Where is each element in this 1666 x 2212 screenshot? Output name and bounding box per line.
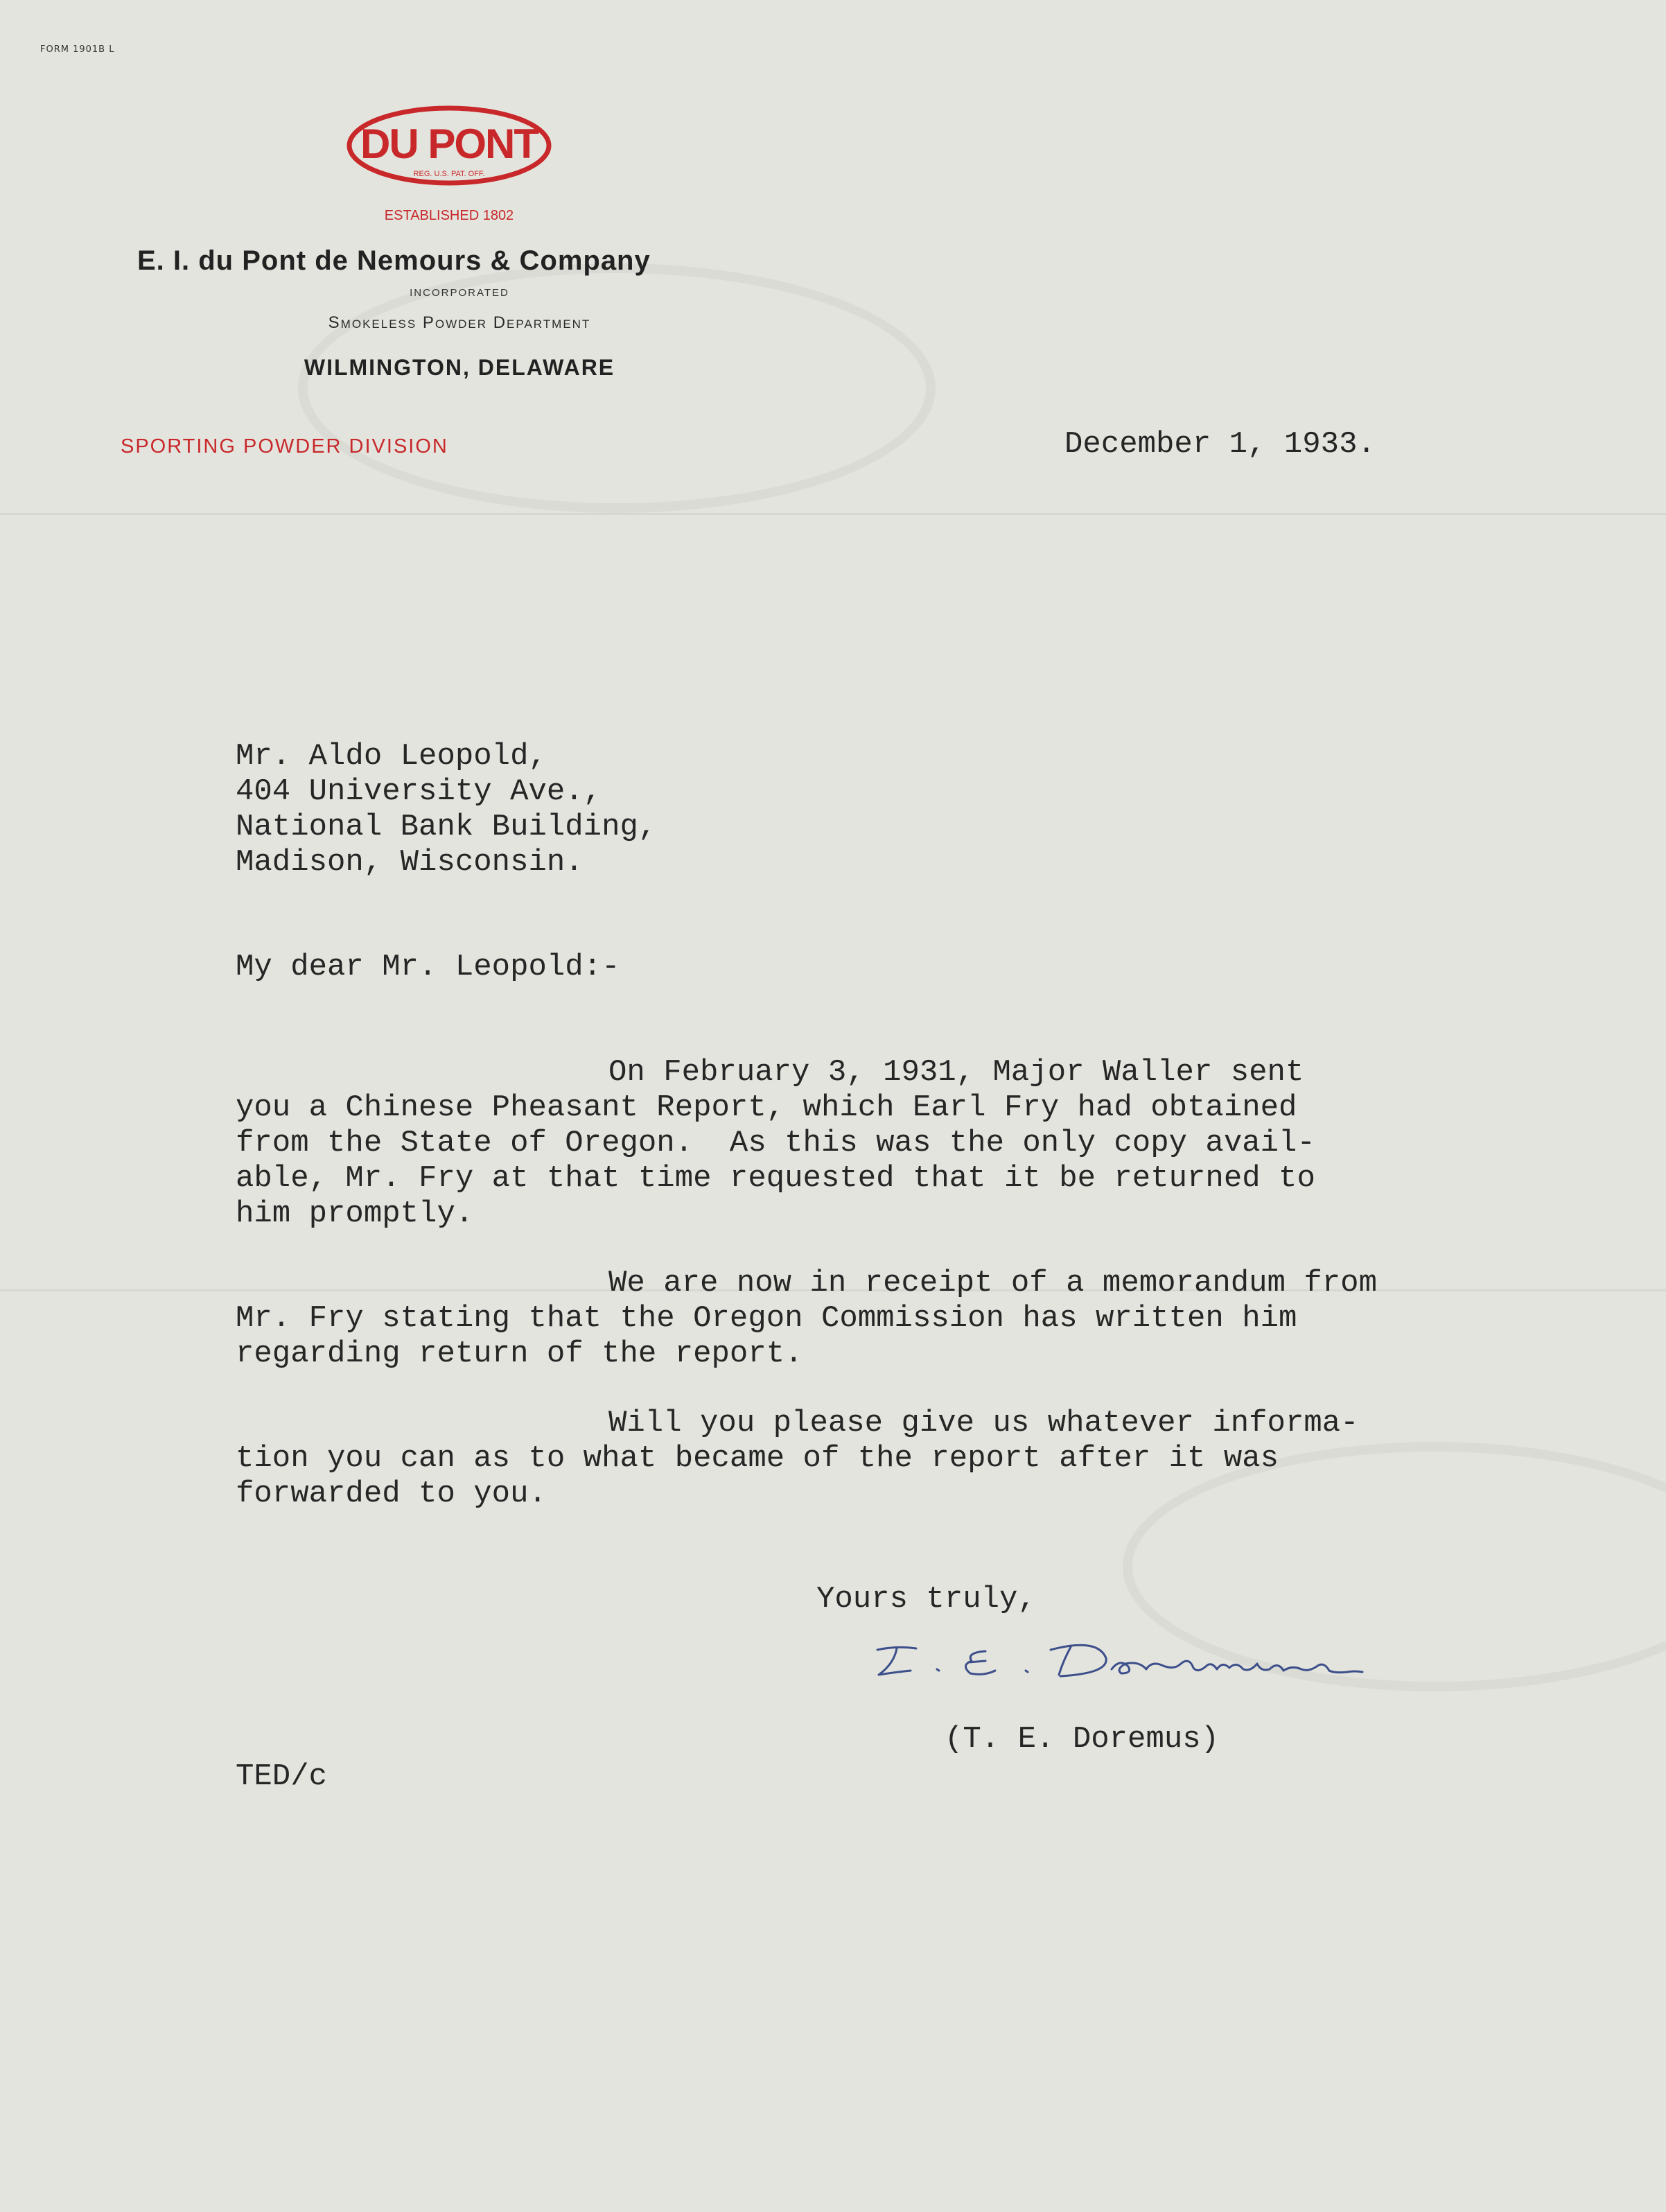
logo-registration: REG. U.S. PAT. OFF. bbox=[413, 170, 485, 178]
handwritten-signature bbox=[869, 1630, 1423, 1693]
body-line: tion you can as to what became of the report after it was bbox=[236, 1441, 1279, 1476]
recipient-address-line: 404 University Ave., bbox=[236, 774, 602, 809]
body-line: We are now in receipt of a memorandum from bbox=[608, 1266, 1377, 1300]
established-year: ESTABLISHED 1802 bbox=[384, 208, 514, 223]
body-line: you a Chinese Pheasant Report, which Earl Fry had obtained bbox=[236, 1090, 1297, 1125]
recipient-address-line: Madison, Wisconsin. bbox=[236, 845, 584, 880]
watermark-logo bbox=[298, 263, 936, 513]
form-number: FORM 1901B L bbox=[40, 44, 115, 55]
body-line: regarding return of the report. bbox=[236, 1336, 803, 1371]
incorporated-label: INCORPORATED bbox=[410, 287, 509, 299]
recipient-address-line: National Bank Building, bbox=[236, 810, 657, 844]
body-line: Mr. Fry stating that the Oregon Commission has written him bbox=[236, 1301, 1297, 1336]
dupont-logo bbox=[345, 104, 553, 191]
salutation: My dear Mr. Leopold:- bbox=[236, 950, 620, 984]
reference-initials: TED/c bbox=[236, 1759, 328, 1794]
paper-fold-line bbox=[0, 513, 1666, 515]
letter-date: December 1, 1933. bbox=[1064, 427, 1376, 462]
company-name-text: E. I. du Pont de Nemours & Company bbox=[137, 245, 651, 276]
recipient-address-line: Mr. Aldo Leopold, bbox=[236, 739, 547, 774]
division-name: SPORTING POWDER DIVISION bbox=[121, 435, 448, 458]
body-line: able, Mr. Fry at that time requested that it be returned to bbox=[236, 1161, 1315, 1196]
body-line: Will you please give us whatever informa- bbox=[608, 1406, 1359, 1440]
body-line: forwarded to you. bbox=[236, 1477, 547, 1511]
department-name: Smokeless Powder Department bbox=[328, 313, 591, 332]
signer-name: (T. E. Doremus) bbox=[945, 1722, 1220, 1757]
body-line: On February 3, 1931, Major Waller sent bbox=[608, 1055, 1304, 1090]
body-line: him promptly. bbox=[236, 1196, 474, 1231]
logo-text: DU PONT bbox=[360, 121, 538, 167]
body-line: from the State of Oregon. As this was the only copy avail- bbox=[236, 1126, 1315, 1160]
company-name bbox=[137, 245, 782, 277]
company-city: WILMINGTON, DELAWARE bbox=[304, 355, 615, 380]
closing: Yours truly, bbox=[816, 1582, 1036, 1617]
